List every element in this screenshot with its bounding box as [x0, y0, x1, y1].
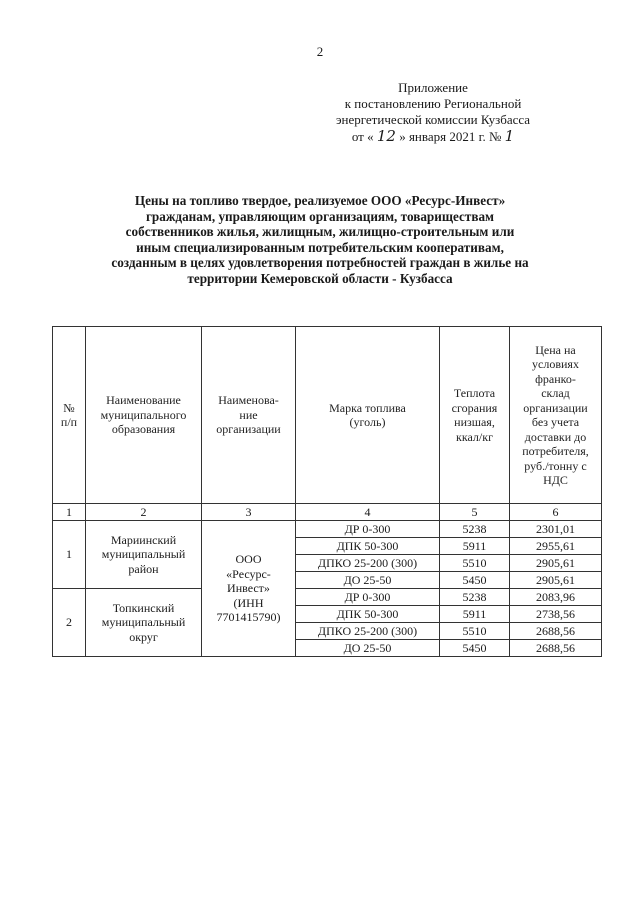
document-title: Цены на топливо твердое, реализуемое ООО «Ресурс-Инвест» гражданам, управляющим организациям, товариществам собственников жилья, жилищным, жилищно-строительным или иным специализированным потребительским кооперативам, созданным в целях удовлетворения потребностей граждан в жилье на территории Кемеровской области - Кузбасса [111, 193, 529, 286]
column-number: 5 [440, 504, 510, 521]
column-number: 3 [202, 504, 296, 521]
fuel-grade-cell: ДО 25-50 [296, 572, 440, 589]
date-mid: » января 2021 г. № [399, 129, 502, 144]
heat-value-cell: 5238 [440, 521, 510, 538]
price-cell: 2905,61 [510, 555, 602, 572]
appendix-line-3: энергетической комиссии Кузбасса [335, 112, 531, 127]
column-number: 4 [296, 504, 440, 521]
fuel-grade-cell: ДПК 50-300 [296, 538, 440, 555]
price-cell: 2688,56 [510, 640, 602, 657]
municipality-cell: Топкинский муниципальный округ [86, 589, 202, 657]
price-cell: 2955,61 [510, 538, 602, 555]
heat-value-cell: 5911 [440, 538, 510, 555]
heat-value-cell: 5450 [440, 572, 510, 589]
heat-value-cell: 5911 [440, 606, 510, 623]
price-cell: 2905,61 [510, 572, 602, 589]
fuel-grade-cell: ДПКО 25-200 (300) [296, 623, 440, 640]
price-cell: 2738,56 [510, 606, 602, 623]
fuel-grade-cell: ДО 25-50 [296, 640, 440, 657]
heat-value-cell: 5238 [440, 589, 510, 606]
header-municipality: Наименование муниципального образования [86, 327, 202, 504]
date-day: 12 [376, 127, 396, 145]
date-prefix: от « [351, 129, 374, 144]
fuel-grade-cell: ДР 0-300 [296, 521, 440, 538]
header-price: Цена на условиях франко- склад организации без учета доставки до потребителя, руб./тонну с НДС [510, 327, 602, 504]
column-number: 2 [86, 504, 202, 521]
municipality-cell: Мариинский муниципальный район [86, 521, 202, 589]
fuel-grade-cell: ДПК 50-300 [296, 606, 440, 623]
appendix-line-1: Приложение [398, 80, 468, 95]
row-number: 1 [53, 521, 86, 589]
fuel-grade-cell: ДР 0-300 [296, 589, 440, 606]
column-number: 6 [510, 504, 602, 521]
row-number: 2 [53, 589, 86, 657]
heat-value-cell: 5510 [440, 555, 510, 572]
heat-value-cell: 5450 [440, 640, 510, 657]
price-table [52, 326, 602, 657]
price-cell: 2688,56 [510, 623, 602, 640]
organization-cell: ООО «Ресурс- Инвест» (ИНН 7701415790) [202, 521, 296, 657]
table-row [53, 521, 602, 538]
column-number: 1 [53, 504, 86, 521]
fuel-grade-cell: ДПКО 25-200 (300) [296, 555, 440, 572]
page-number: 2 [316, 44, 324, 59]
appendix-block [318, 80, 548, 145]
header-fuel-grade: Марка топлива (уголь) [296, 327, 440, 504]
table-row [53, 589, 602, 606]
heat-value-cell: 5510 [440, 623, 510, 640]
column-number-row [53, 504, 602, 521]
header-row [53, 327, 602, 504]
header-heat-value: Теплота сгорания низшая, ккал/кг [440, 327, 510, 504]
header-organization: Наименова- ние организации [202, 327, 296, 504]
appendix-date-line [318, 128, 548, 145]
price-cell: 2083,96 [510, 589, 602, 606]
price-cell: 2301,01 [510, 521, 602, 538]
appendix-line-2: к постановлению Региональной [344, 96, 522, 111]
header-num: № п/п [53, 327, 86, 504]
document-number: 1 [504, 127, 515, 145]
